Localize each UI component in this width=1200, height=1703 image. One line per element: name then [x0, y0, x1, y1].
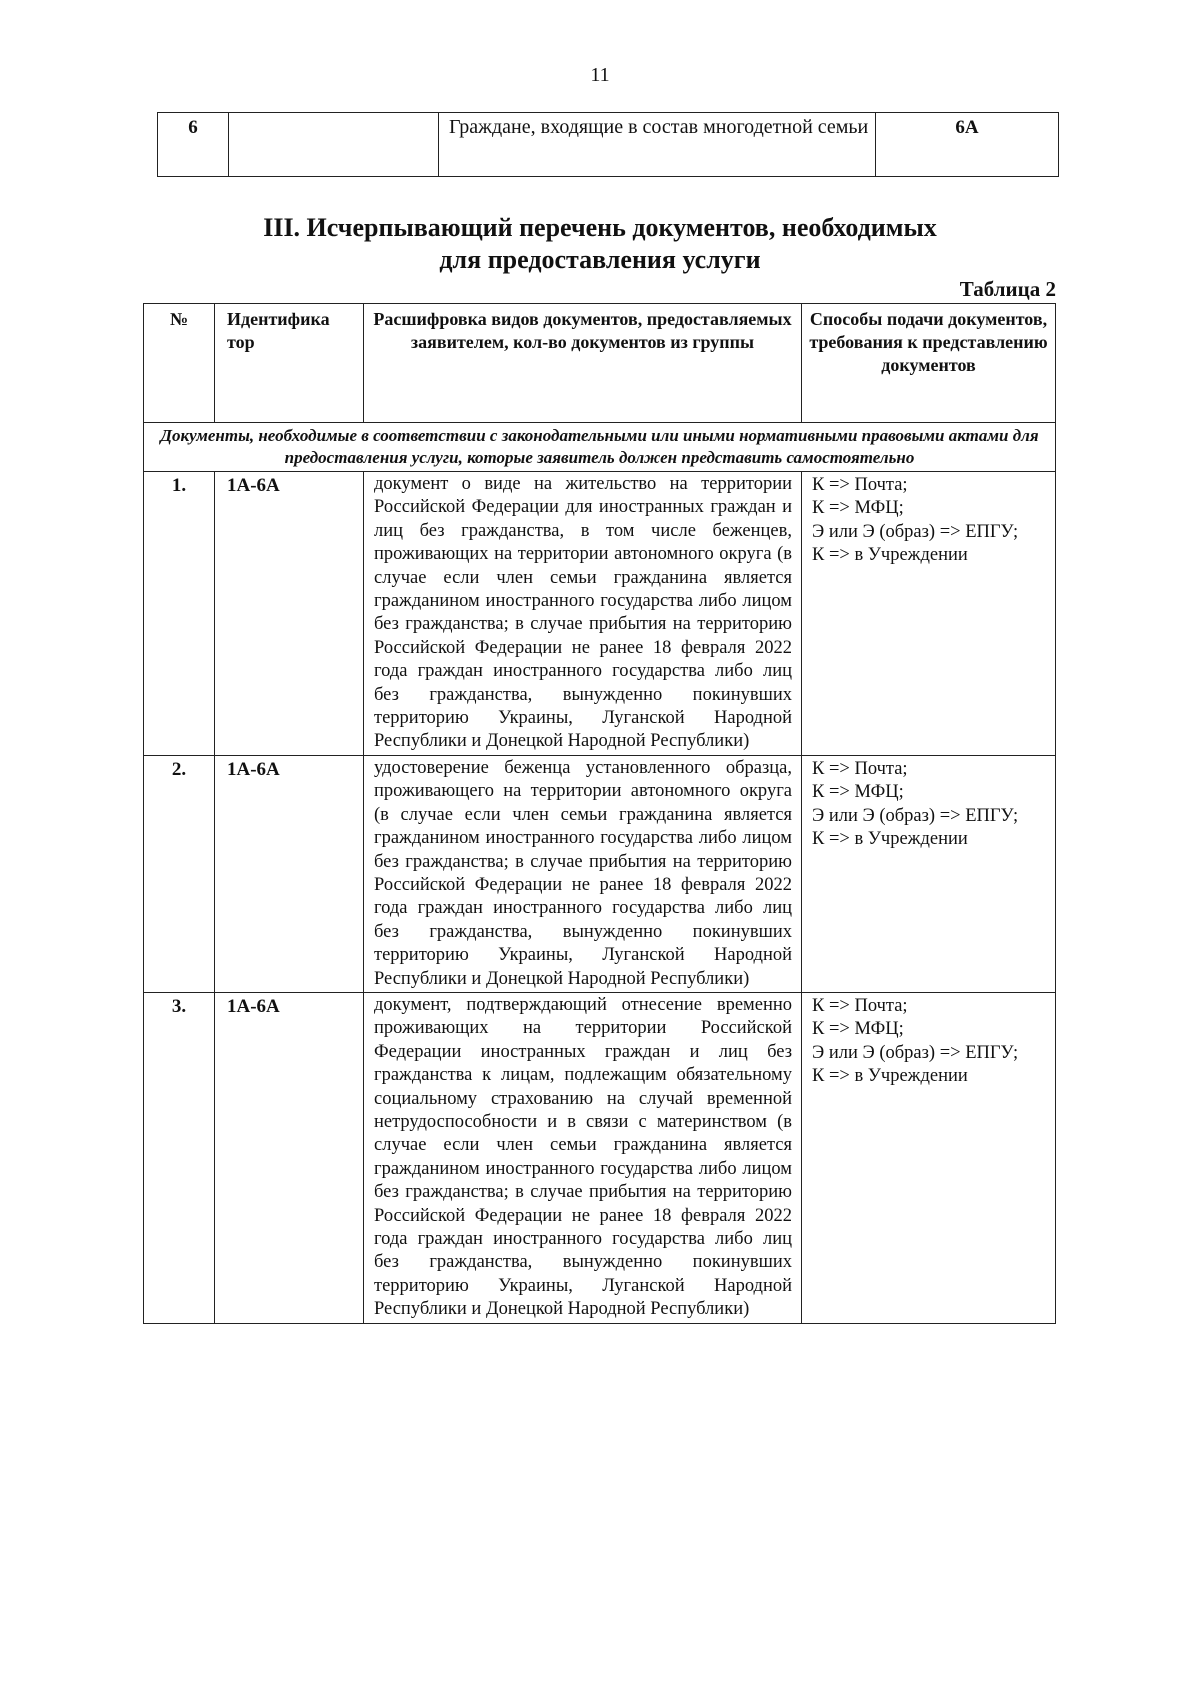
section-title-line-1: III. Исчерпывающий перечень документов, необходимых [263, 213, 937, 242]
method-item: К => МФЦ; [812, 498, 904, 519]
page-number: 11 [590, 64, 610, 86]
header-methods: Способы подачи документов, требования к представлению документов [802, 304, 1056, 423]
header-description: Расшифровка видов документов, предоставляемых заявителем, кол-во документов из группы [364, 304, 802, 423]
method-item: К => Почта; [812, 995, 908, 1016]
group-heading: Документы, необходимые в соответствии с законодательными или иными нормативными правовыми актами для предоставления услуги, которые заявитель должен представить самостоятельно [144, 423, 1056, 472]
method-item: К => МФЦ; [812, 782, 904, 803]
table-row [144, 472, 1056, 756]
header-identifier: Идентифика тор [215, 304, 364, 423]
table-row [144, 755, 1056, 992]
method-item: Э или Э (образ) => ЕПГУ; [812, 521, 1019, 542]
section-title-line-2: для предоставления услуги [439, 245, 761, 274]
row-methods [802, 755, 1056, 992]
row-description: удостоверение беженца установленного образца, проживающего на территории автономного округа (в случае если член семьи гражданина является гражданином иностранного государства либо лицом без гражданства; в случае прибытия на территорию Российской Федерации не ранее 18 февраля 2022 года граждан иностранного государства либо лиц без гражданства, вынужденно покинувших территорию Украины, Луганской Народной Республики и Донецкой Народной Республики) [364, 755, 802, 992]
method-item: К => в Учреждении [812, 829, 968, 850]
category-identifier [229, 113, 439, 177]
method-item: К => в Учреждении [812, 1066, 968, 1087]
method-item: Э или Э (образ) => ЕПГУ; [812, 805, 1019, 826]
row-description: документ о виде на жительство на территории Российской Федерации для иностранных граждан и лиц без гражданства, в том числе беженцев, проживающих на территории автономного округа (в случае если член семьи гражданина является гражданином иностранного государства либо лицом без гражданства; в случае прибытия на территорию Российской Федерации не ранее 18 февраля 2022 года граждан иностранного государства либо лиц без гражданства, вынужденно покинувших территорию Украины, Луганской Народной Республики и Донецкой Народной Республики) [364, 472, 802, 756]
category-code: 6А [876, 113, 1059, 177]
row-identifier: 1А-6А [215, 472, 364, 756]
table-header-row [144, 304, 1056, 423]
method-item: К => Почта; [812, 758, 908, 779]
row-methods [802, 992, 1056, 1323]
row-description: документ, подтверждающий отнесение временно проживающих на территории Российской Федерации иностранных граждан и лиц без гражданства к лицам, подлежащим обязательному социальному страхованию на случай временной нетрудоспособности и в связи с материнством (в случае если член семьи гражданина является гражданином иностранного государства либо лицом без гражданства; в случае прибытия на территорию Российской Федерации не ранее 18 февраля 2022 года граждан иностранного государства либо лиц без гражданства, вынужденно покинувших территорию Украины, Луганской Народной Республики и Донецкой Народной Республики) [364, 992, 802, 1323]
table-caption: Таблица 2 [959, 277, 1056, 301]
table-row [158, 113, 1059, 177]
row-number: 3. [144, 992, 215, 1323]
method-item: К => в Учреждении [812, 545, 968, 566]
category-number: 6 [158, 113, 229, 177]
group-heading-row [144, 423, 1056, 472]
table-row [144, 992, 1056, 1323]
row-number: 1. [144, 472, 215, 756]
method-item: К => Почта; [812, 475, 908, 495]
category-description: Граждане, входящие в состав многодетной семьи [439, 113, 876, 177]
row-methods [802, 472, 1056, 756]
method-item: К => МФЦ; [812, 1019, 904, 1040]
documents-table [143, 303, 1056, 1324]
method-item: Э или Э (образ) => ЕПГУ; [812, 1042, 1019, 1063]
section-title [0, 212, 1200, 276]
row-identifier: 1А-6А [215, 755, 364, 992]
row-number: 2. [144, 755, 215, 992]
category-table-fragment [157, 112, 1059, 177]
row-identifier: 1А-6А [215, 992, 364, 1323]
header-number: № [144, 304, 215, 423]
